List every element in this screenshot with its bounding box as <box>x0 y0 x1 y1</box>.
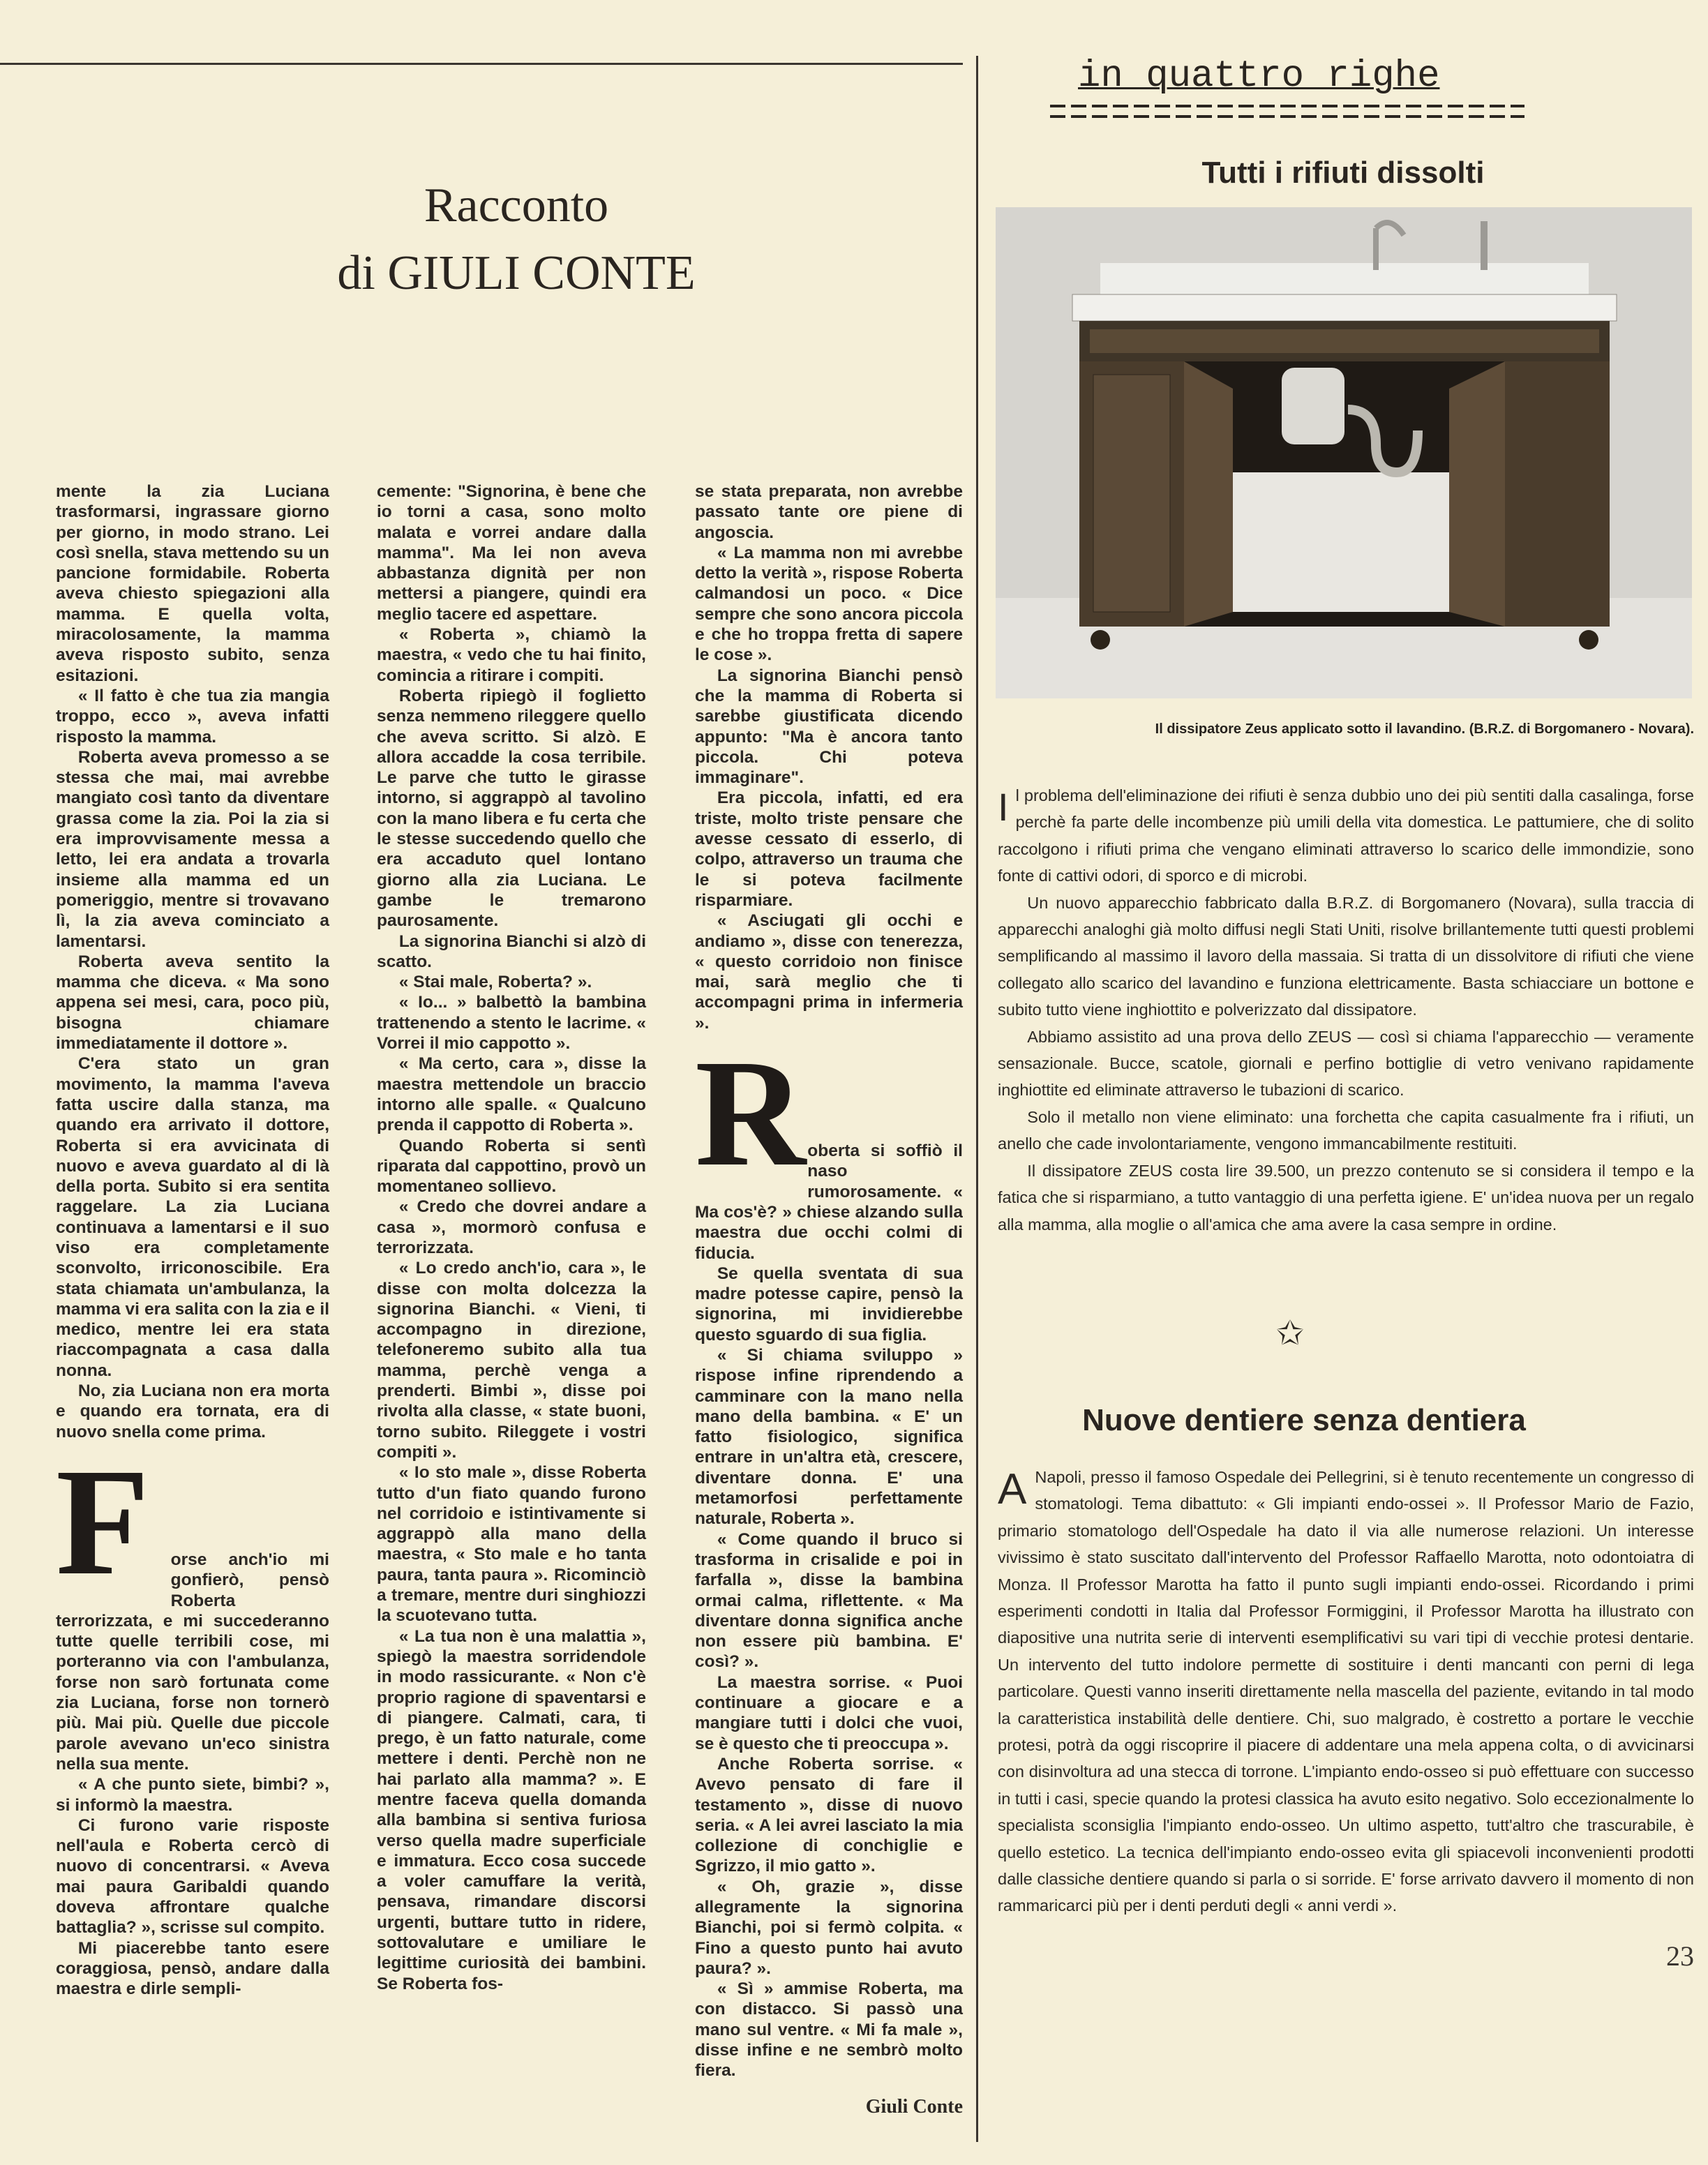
dropcap-paragraph <box>695 1043 963 1264</box>
column-divider <box>976 56 978 2142</box>
article-body <box>998 782 1694 1238</box>
initial-letter: I <box>998 785 1009 829</box>
paragraph: « Roberta », chiamò la maestra, « vedo che tu hai finito, comincia a ritirare i compiti. <box>377 625 646 685</box>
paragraph: « Come quando il bruco si trasforma in crisalide e poi in farfalla », disse la bambina ormai calma, riflettente. « Ma diventare donna significa anche non essere più bambina. E' così? ». <box>695 1529 963 1672</box>
paragraph: orse anch'io mi gonfierò, pensò Roberta terrorizzata, e mi succederanno tutte quelle terribili cose, mi porteranno via con l'ambulanza, forse non sarò fortunata come zia Luciana, forse non tornerò più. Mai più. Quelle due piccole parole avevano un'eco sinistra nella sua mente. <box>56 1550 329 1774</box>
paragraph: « Stai male, Roberta? ». <box>398 973 592 992</box>
paragraph: « La tua non è una malattia », spiegò la maestra sorridendole in modo rassicurante. « Non c'è proprio ragione di spaventarsi e di piangere. Calmati, cara, ti prego, è un fatto naturale, come mettere i denti. Perchè non ne hai parlato alla mamma? ». E mentre faceva quella domanda alla bambina si sentiva furiosa verso quella madre superficiale e immatura. Ecco cosa succede a voler camuffare la verità, pensava, rimandare discorsi urgenti, buttare tutto in ridere, sottovalutare e umiliare le legittime curiosità dei bambini. Se Roberta fos- <box>377 1626 646 1993</box>
sink-photo <box>996 207 1692 698</box>
paragraph: Solo il metallo non viene eliminato: una forchetta che capita casualmente fra i rifiuti, un anello che cade involontariamente, vengono immancabilmente restituiti. <box>998 1107 1694 1153</box>
paragraph: « Oh, grazie », disse allegramente la signorina Bianchi, poi si fermò colpita. « Fino a questo punto hai avuto paura? ». <box>695 1877 963 1978</box>
paragraph: « La mamma non mi avrebbe detto la verità », rispose Roberta calmandosi un poco. « Dice sempre che sono ancora piccola e che ho troppa fretta di sapere le cose ». <box>695 543 963 665</box>
paragraph: C'era stato un gran movimento, la mamma l'aveva fatta uscire dalla stanza, ma quando era arrivato il dottore, Roberta si era avvicinata di nuovo e aveva guardato al di là della porta. Subito si era sentita raggelare. La zia Luciana continuava a lamentarsi e il suo viso era completamente sconvolto, irriconoscibile. Era stata chiamata un'ambulanza, la mamma vi era salita con la zia e il medico, mentre lei era stata riaccompagnata a casa dalla nonna. <box>56 1054 329 1380</box>
drop-cap: F <box>56 1451 150 1591</box>
paragraph: Roberta ripiegò il foglietto senza nemmeno rileggere quello che aveva scritto. Si alzò. E allora accadde la cosa terribile. Le parve che tutto le girasse intorno, si aggrappò al tavolino con la mano libera e fu certa che le stesse succedendo quello che era accaduto quel lontano giorno alla zia Luciana. Le gambe le tremarono paurosamente. <box>377 686 646 931</box>
star-outline-icon: ✩ <box>1275 1314 1305 1352</box>
paragraph: Un nuovo apparecchio fabbricato dalla B.R.Z. di Borgomanero (Novara), sulla traccia di apparecchi analoghi già molto diffusi negli Stati Uniti, risolve brillantemente tutti questi problemi semplificando al massimo il lavoro della massaia. Si tratta di un dissolvitore di rifiuti che viene collegato allo scarico del lavandino e funziona elettricamente. Basta schiacciare un bottone e subito tutto viene inghiottito e polverizzato dal dissipatore. <box>998 893 1694 1019</box>
sink-cabinet-image <box>996 207 1692 698</box>
paragraph: cemente: "Signorina, è bene che io torni a casa, sono molto malata e vorrei andare dalla mamma". Ma lei non aveva abbastanza dignità per non mettersi a piangere, quindi era meglio tacere ed aspettare. <box>377 482 646 624</box>
paragraph: « Io... » balbettò la bambina trattenendo a stento le lacrime. « Vorrei il mio cappotto ». <box>377 993 646 1054</box>
paragraph: La signorina Bianchi pensò che la mamma di Roberta si sarebbe giustificata dicendo appunto: "Ma è ancora tanto piccola. Chi poteva immaginare". <box>695 666 963 788</box>
paragraph: Anche Roberta sorrise. « Avevo pensato di fare il testamento », disse di nuovo seria. « A lei avrei lasciato la mia collezione di conchiglie e Sgrizzo, il mio gatto ». <box>695 1754 963 1876</box>
paragraph: « Ma certo, cara », disse la maestra mettendole un braccio intorno alle spalle. « Qualcuno prenda il cappotto di Roberta ». <box>377 1054 646 1135</box>
section-rubric: in quattro righe <box>1078 55 1440 98</box>
rubric-rule <box>1050 115 1525 118</box>
paragraph: Se quella sventata di sua madre potesse capire, pensò la signorina, mi invidierebbe questo sguardo di sua figlia. <box>695 1264 963 1344</box>
rubric-rule <box>1050 105 1525 107</box>
spacer <box>171 1452 329 1550</box>
top-rule <box>0 63 963 65</box>
paragraph: No, zia Luciana non era morta e quando era tornata, era di nuovo snella come prima. <box>56 1381 329 1441</box>
paragraph: « Asciugati gli occhi e andiamo », disse con tenerezza, « questo corridoio non finisce mai, sarà meglio che ti accompagni prima in infermeria ». <box>695 911 963 1033</box>
dropcap-paragraph <box>56 1452 329 1774</box>
story-author: di GIULI CONTE <box>337 246 696 300</box>
paragraph: La signorina Bianchi si alzò di scatto. <box>377 931 646 971</box>
story-title: Racconto <box>424 179 609 232</box>
paragraph: « Sì » ammise Roberta, ma con distacco. Si passò una mano sul ventre. « Mi fa male », disse infine e ne sembrò molto fiera. <box>695 1979 963 2081</box>
paragraph: Abbiamo assistito ad una prova dello ZEUS — così si chiama l'apparecchio — veramente sensazionale. Bucce, scatole, giornali e perfino bottiglie di vetro venivano rapidamente inghiottite ed eliminate attraverso le tubazioni di scarico. <box>998 1027 1694 1100</box>
paragraph: La maestra sorrise. « Puoi continuare a giocare e a mangiare tutti i dolci che vuoi, se è questo che ti preoccupa ». <box>695 1672 963 1753</box>
paragraph: Il dissipatore ZEUS costa lire 39.500, un prezzo contenuto se si considera il tempo e la fatica che si risparmiano, a tutto vantaggio di una perfetta igiene. E' un'idea nuova per un regalo alla mamma, alla moglie o all'amica che ama avere la casa sempre in ordine. <box>998 1161 1694 1234</box>
paragraph: Ci furono varie risposte nell'aula e Roberta cercò di nuovo di concentrarsi. « Aveva mai paura Garibaldi quando doveva affrontare qualche battaglia? », scrisse sul compito. <box>56 1815 329 1938</box>
paragraph: Mi piacerebbe tanto esere coraggiosa, pensò, andare dalla maestra e dirle sempli- <box>56 1938 329 1999</box>
sidebar-flow <box>998 720 1694 1972</box>
paragraph: « Io sto male », disse Roberta tutto d'un fiato quando furono nel corridoio e istintivamente si aggrappò alla mano della maestra, « Sto male e ho tanta paura, tanta paura ». Ricominciò a tremare, mentre duri singhiozzi la scuotevano tutta. <box>377 1463 646 1626</box>
paragraph: Napoli, presso il famoso Ospedale dei Pellegrini, si è tenuto recentemente un congresso di stomatologi. Tema dibattuto: « Gli impianti endo-ossei ». Il Professor Mario de Fazio, primario stomatologo dell'Ospedale ha dato il via alle numerose relazioni. Un interesse vivissimo è stato suscitato dall'intervento del Professor Raffaello Marotta, noto odontoiatra di Monza. Il Professor Marotta ha fatto il punto sugli impianti endo-ossei. Ricordando i primi esperimenti condotti in Italia dal Professor Formiggini, il Professor Marotta ha illustrato con diapositive una nutrita serie di interventi esemplificativi su vari tipi di vecchie protesi dentarie. Un intervento del tutto indolore permette di sostituire i denti mancanti con perni di lega particolare. Questi vanno inseriti direttamente nella mascella del paziente, evitando in tal modo la caratteristica instabilità delle dentiere. Chi, suo malgrado, è costretto a portare le vecchie protesi, potrà da oggi riscoprire il piacere di addentare una mela appena colta, o di avvicinarsi con disinvoltura ad una stecca di torrone. L'impianto endo-osseo si può effettuare con successo in tutti i casi, specie quando la protesi classica ha avuto esito negativo. Solo eccezionalmente lo specialista sconsiglia l'impianto endo-osseo. Un ultimo aspetto, tutt'altro che trascurabile, è quello estetico. La tecnica dell'impianto endo-osseo evita gli spiacevoli inconvenienti prodotti dalle classiche dentiere quando si parla o si sorride. E' forse arrivato davvero il momento di non rammaricarci più per i denti perduti degli « anni verdi ». <box>998 1467 1694 1915</box>
paragraph: « Il fatto è che tua zia mangia troppo, ecco », aveva infatti risposto la mamma. <box>56 686 329 747</box>
initial-letter: A <box>998 1464 1027 1513</box>
paragraph: Roberta aveva sentito la mamma che diceva. « Ma sono appena sei mesi, cara, poco più, bisogna chiamare immediatamente il dottore ». <box>56 952 329 1054</box>
paragraph: « A che punto siete, bimbi? », si informò la maestra. <box>56 1775 329 1815</box>
spacer <box>807 1043 963 1141</box>
paragraph: « Lo credo anch'io, cara », le disse con molta dolcezza la signorina Bianchi. « Vieni, ti accompagno in direzione, telefoneremo subito alla tua mamma, perchè venga a prenderti. Bimbi », disse poi rivolta alla classe, « state buoni, torno subito. Rileggete i vostri compiti ». <box>377 1259 646 1462</box>
story-column-3 <box>695 481 963 2119</box>
article-title: Nuove dentiere senza dentiera <box>1082 1402 1526 1437</box>
drop-cap: R <box>695 1043 806 1183</box>
paragraph: « Si chiama sviluppo » rispose infine riprendendo a camminare con la mano nella mano della bambina. « E' un fatto fisiologico, significa entrare in un'altra età, crescere, diventare donna. E' una metamorfosi perfettamente naturale, Roberta ». <box>695 1345 963 1529</box>
paragraph: oberta si soffiò il naso rumorosamente. « Ma cos'è? » chiese alzando sulla maestra due occhi colmi di fiducia. <box>695 1141 963 1263</box>
photo-caption: Il dissipatore Zeus applicato sotto il lavandino. (B.R.Z. di Borgomanero - Novara). <box>1155 721 1694 737</box>
paragraph: l problema dell'eliminazione dei rifiuti è senza dubbio uno dei più sentiti dalla casalinga, forse perchè fa parte delle incombenze più umili della vita domestica. Le pattumiere, che di solito raccolgono i rifiuti prima che vengano eliminati attraverso lo scarico delle immondizie, sono fonte di cattivi odori, di sporco e di microbi. <box>998 786 1694 885</box>
story-column-1 <box>56 481 329 1999</box>
page-number: 23 <box>1666 1940 1694 1972</box>
paragraph: Era piccola, infatti, ed era triste, molto triste pensare che avesse cessato di esserlo, di colpo, attraverso un trauma che le si poteva facilmente risparmiare. <box>695 788 963 910</box>
paragraph: Roberta aveva promesso a se stessa che mai, mai avrebbe mangiato così tanto da diventare grassa come la zia. Poi la zia si era improvvisamente messa a letto, lei era andata a trovarla insieme alla mamma ed un pomeriggio, mentre si trovavano lì, la zia aveva cominciato a lamentarsi. <box>56 747 329 951</box>
paragraph: Quando Roberta si sentì riparata dal cappottino, provò un momentaneo sollievo. <box>377 1136 646 1197</box>
article-title: Tutti i rifiuti dissolti <box>1201 156 1485 190</box>
article-body <box>998 1464 1694 1919</box>
story-column-2 <box>377 481 646 1994</box>
paragraph: se stata preparata, non avrebbe passato tante ore piene di angoscia. <box>695 482 963 542</box>
paragraph: « Credo che dovrei andare a casa », mormorò confusa e terrorizzata. <box>377 1197 646 1257</box>
story-signature: Giuli Conte <box>865 2095 963 2118</box>
paragraph: mente la zia Luciana trasformarsi, ingrassare giorno per giorno, in modo strano. Lei così snella, stava mettendo su un pancione formidabile. Roberta aveva chiesto spiegazioni alla mamma. E quella volta, miracolosamente, la mamma aveva risposto subito, senza esitazioni. <box>56 482 329 685</box>
